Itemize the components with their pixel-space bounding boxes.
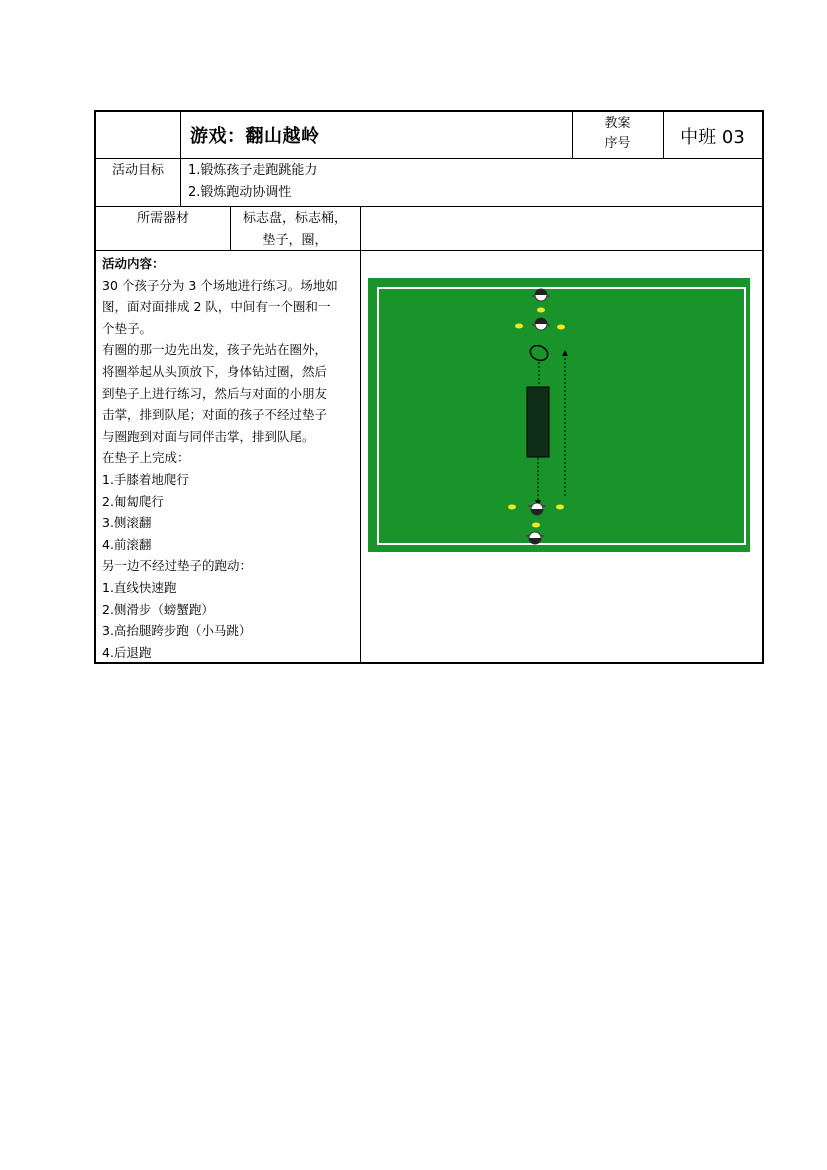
arrow-head xyxy=(562,350,568,356)
col-divider xyxy=(360,206,361,664)
row-divider xyxy=(96,206,762,207)
equipment-line: 垫子，圈， xyxy=(262,233,328,248)
equipment-label: 所需器材 xyxy=(136,211,189,226)
goals-label: 活动目标 xyxy=(111,163,164,178)
content-line: 个垫子。 xyxy=(102,320,153,336)
content-line: 与圈跑到对面与同伴击掌，排到队尾。 xyxy=(102,428,315,444)
player-icon xyxy=(528,503,546,515)
cone-marker xyxy=(532,523,540,528)
goal-item: 1.锻炼孩子走跑跳能力 xyxy=(188,163,318,178)
content-line: 30 个孩子分为 3 个场地进行练习。场地如 xyxy=(102,277,338,293)
cone-marker xyxy=(557,325,565,330)
field-diagram xyxy=(368,278,750,552)
lesson-label-line1: 教案 xyxy=(604,116,631,131)
content-line: 击掌，排到队尾；对面的孩子不经过垫子 xyxy=(102,407,328,423)
content-line: 2.侧滑步（螃蟹跑） xyxy=(102,601,214,617)
cone-marker xyxy=(537,308,545,313)
row-divider xyxy=(96,250,762,251)
field-drawing xyxy=(368,278,750,552)
content-line: 2.匍匐爬行 xyxy=(102,493,164,509)
content-line: 在垫子上完成： xyxy=(102,450,190,466)
lesson-label-line2: 序号 xyxy=(604,136,631,151)
equipment-list xyxy=(230,208,360,252)
cone-marker xyxy=(556,505,564,510)
equipment-line: 标志盘，标志桶， xyxy=(242,211,347,226)
player-icon xyxy=(532,289,550,301)
player-icon xyxy=(532,318,550,330)
content-line: 3.侧滚翻 xyxy=(102,515,152,531)
content-line: 图，面对面排成 2 队，中间有一个圈和一 xyxy=(102,299,331,315)
content-line: 4.后退跑 xyxy=(102,644,152,660)
content-heading: 活动内容： xyxy=(102,256,165,271)
content-line: 3.高抬腿跨步跑（小马跳） xyxy=(102,623,252,639)
goals-list xyxy=(188,160,317,204)
content-line: 将圈举起从头顶放下，身体钻过圈，然后 xyxy=(102,363,328,379)
lesson-number: 中班 03 xyxy=(680,127,745,148)
lesson-plan-table xyxy=(94,110,764,664)
mat-icon xyxy=(527,387,549,457)
game-title: 游戏：翻山越岭 xyxy=(190,126,320,147)
activity-content xyxy=(102,253,356,663)
hoop-icon xyxy=(528,343,550,363)
content-line: 1.直线快速跑 xyxy=(102,579,177,595)
content-line: 1.手膝着地爬行 xyxy=(102,471,189,487)
content-line: 另一边不经过垫子的跑动： xyxy=(102,558,253,574)
lesson-number-label xyxy=(572,114,663,154)
player-icon xyxy=(526,532,544,544)
cone-marker xyxy=(508,505,516,510)
row-divider xyxy=(96,158,762,159)
cone-marker xyxy=(515,324,523,329)
content-line: 有圈的那一边先出发，孩子先站在圈外， xyxy=(102,342,328,358)
goal-item: 2.锻炼跑动协调性 xyxy=(188,185,292,200)
col-divider xyxy=(180,112,181,206)
content-line: 到垫子上进行练习，然后与对面的小朋友 xyxy=(102,385,328,401)
content-line: 4.前滚翻 xyxy=(102,536,152,552)
